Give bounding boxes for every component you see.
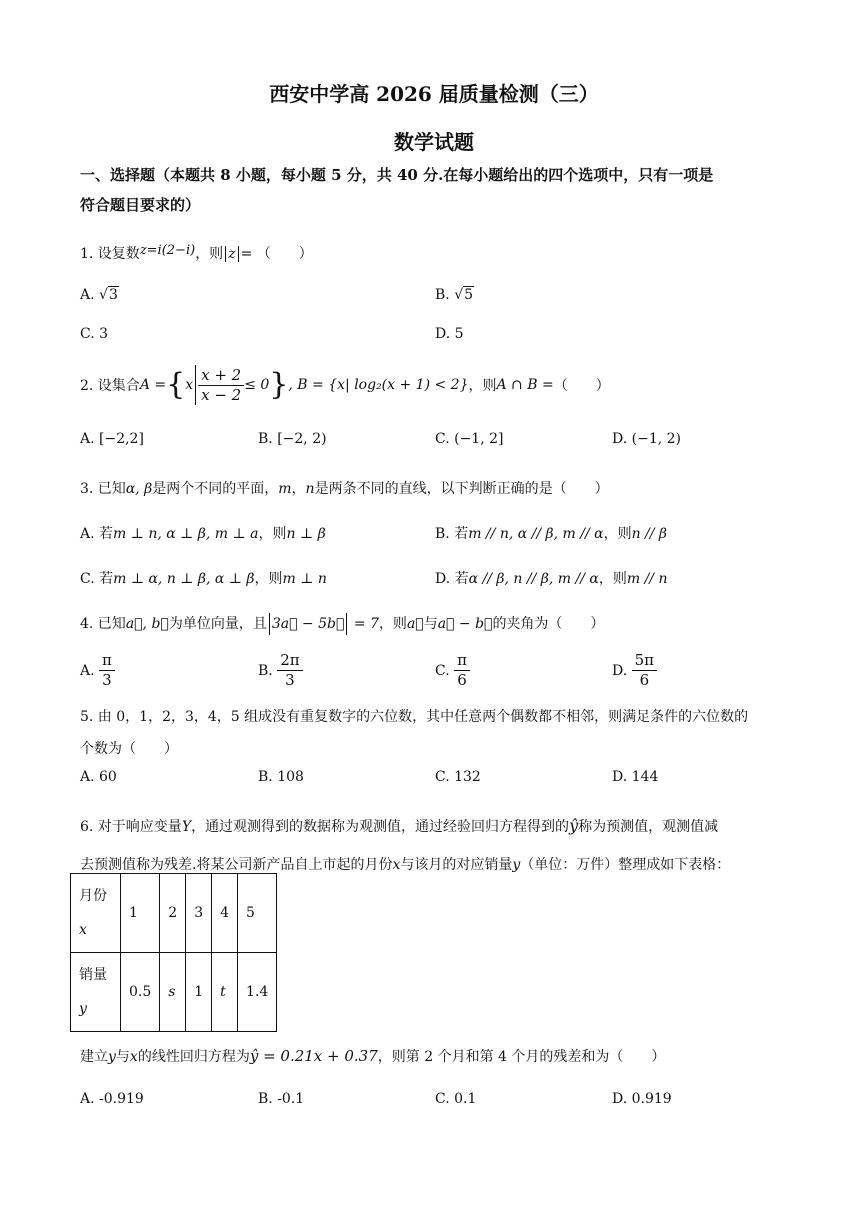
question-3-stem (80, 478, 800, 498)
q6-text: 与该月的对应销量 (400, 857, 513, 873)
q4-stem-c: ，则 (378, 616, 407, 632)
q5-option-b[interactable]: B. 108 (258, 769, 304, 785)
q4-option-d[interactable] (612, 651, 657, 690)
sqrt-symbol: √3 (99, 287, 118, 303)
option-prefix: C. 若 (80, 571, 114, 587)
q6-text: 与 (115, 1049, 130, 1065)
q4-stem-a: 4. 已知 (80, 616, 126, 632)
q3-stem-a: 3. 已知 (80, 481, 126, 497)
q6-text: 去预测值称为残差.将某公司新产品自上市起的月份 (80, 857, 393, 873)
q3-stem-c: ， (291, 481, 306, 497)
sqrt-radicand: 5 (464, 287, 474, 303)
table-cell: s (160, 953, 186, 1032)
table-cell: 0.5 (121, 953, 160, 1032)
q2-set-b: , B = {x| log₂(x + 1) < 2} (288, 377, 469, 393)
page-subtitle: 数学试题 (394, 130, 474, 154)
q6-text: 建立 (80, 1049, 108, 1065)
option-prefix: A. 若 (80, 526, 114, 542)
q4-option-c[interactable] (435, 651, 470, 690)
q2-set-a: A = (139, 377, 167, 393)
q2-option-a[interactable]: A. [−2,2] (80, 431, 144, 447)
q4-vec-a: a⃗ (406, 616, 424, 632)
option-fraction (632, 651, 657, 690)
option-math: α // β, n // β, m // α (468, 571, 599, 587)
option-mid: ，则 (254, 571, 283, 587)
q1-eq: = (240, 246, 253, 262)
table-cell: 4 (212, 874, 238, 953)
q3-stem-b: 是两个不同的平面， (152, 481, 279, 497)
q3-option-d[interactable] (435, 568, 667, 588)
question-6-followup (80, 1046, 800, 1066)
q6-var-y: Y (181, 819, 192, 835)
table-cell: 5 (238, 874, 277, 953)
q6-text: 的线性回归方程为 (137, 1049, 250, 1065)
option-math: m ⊥ α, n ⊥ β, α ⊥ β (113, 571, 255, 587)
q1-option-b[interactable] (435, 287, 474, 303)
option-label: D. (612, 662, 628, 679)
q4-option-a[interactable] (80, 651, 115, 690)
option-result: m // n (626, 571, 668, 587)
q6-yhat: ŷ (569, 816, 579, 835)
table-header-cell (71, 953, 121, 1032)
q3-planes: α, β (125, 481, 153, 497)
q4-option-b[interactable] (258, 651, 303, 690)
option-label: A. (80, 287, 95, 303)
q2-paren: （ ） (553, 378, 610, 394)
q6-regression-eq: ŷ = 0.21x + 0.37 (249, 1047, 378, 1065)
q4-abs-expr: 3a⃗ − 5b⃗ (271, 616, 345, 632)
q3-m: m (278, 481, 292, 497)
q1-option-c[interactable]: C. 3 (80, 326, 109, 342)
sqrt-symbol: √5 (454, 287, 474, 303)
table-cell: 1.4 (238, 953, 277, 1032)
option-fraction (454, 651, 470, 690)
question-4-stem (80, 613, 800, 635)
q4-stem-e: 的夹角为（ ） (492, 616, 605, 632)
q6-option-a[interactable]: A. -0.919 (80, 1091, 144, 1107)
table-cell: 1 (121, 874, 160, 953)
q6-text: 6. 对于响应变量 (80, 819, 182, 835)
option-mid: ，则 (258, 526, 287, 542)
q5-line2: 个数为（ ） (80, 741, 178, 757)
option-label: C. (435, 662, 450, 679)
fraction-denominator: x − 2 (201, 385, 242, 404)
sqrt-radicand: 3 (108, 287, 118, 303)
q4-vec-diff: a⃗ − b⃗ (437, 616, 493, 632)
q6-var: y (108, 1049, 116, 1065)
q2-suffix: ，则 (468, 378, 497, 394)
table-cell: 3 (186, 874, 212, 953)
option-label: B. (435, 287, 450, 303)
header-var: x (79, 922, 87, 938)
fraction-denominator: 3 (102, 671, 112, 689)
q2-fraction (198, 366, 244, 405)
option-fraction (277, 651, 302, 690)
q5-option-d[interactable]: D. 144 (612, 769, 659, 785)
option-math: m // n, α // β, m // α (468, 526, 604, 542)
q6-text: （单位：万件）整理成如下表格： (520, 857, 731, 873)
q3-option-c[interactable] (80, 568, 327, 588)
option-math: m ⊥ n, α ⊥ β, m ⊥ a (113, 526, 259, 542)
option-mid: ，则 (603, 526, 632, 542)
q6-text: ，通过观测得到的数据称为观测值，通过经验回归方程得到的 (191, 819, 570, 835)
q6-text: ，则第 2 个月和第 4 个月的残差和为（ ） (377, 1049, 666, 1065)
q6-option-c[interactable]: C. 0.1 (435, 1091, 477, 1107)
q2-intersection: A ∩ B = (496, 377, 554, 393)
q1-mid: ，则 (195, 246, 224, 262)
q2-x: x (185, 377, 194, 393)
option-label: B. (258, 662, 273, 679)
q1-prefix: 1. 设复数 (80, 246, 140, 262)
q1-option-d[interactable]: D. 5 (435, 326, 464, 342)
question-5-stem (80, 701, 800, 765)
page-title: 西安中学高 2026 届质量检测（三） (269, 82, 599, 106)
table-cell: 1 (186, 953, 212, 1032)
fraction-numerator: x + 2 (198, 366, 244, 386)
right-brace: } (269, 367, 289, 402)
option-result: n ⊥ β (286, 526, 326, 542)
option-prefix: D. 若 (435, 571, 469, 587)
option-prefix: B. 若 (435, 526, 469, 542)
option-result: m ⊥ n (282, 571, 327, 587)
question-1-stem (80, 243, 800, 263)
q4-stem-d: 与 (423, 616, 438, 632)
q3-stem-d: 是两条不同的直线，以下判断正确的是（ ） (314, 481, 609, 497)
table-cell: t (212, 953, 238, 1032)
table-header-cell (71, 874, 121, 953)
q4-vectors: a⃗, b⃗ (125, 616, 169, 632)
header-var: y (79, 1001, 87, 1017)
option-fraction (99, 651, 115, 690)
section-heading-line2: 符合题目要求的） (80, 196, 201, 214)
fraction-numerator: 2π (277, 651, 302, 671)
q1-paren: （ ） (256, 246, 313, 262)
q5-option-c[interactable]: C. 132 (435, 769, 481, 785)
section-heading (80, 160, 800, 220)
option-label: A. (80, 662, 95, 679)
q6-line1 (80, 807, 800, 846)
left-brace: { (166, 367, 186, 402)
q3-option-b[interactable] (435, 523, 667, 543)
q1-option-a[interactable] (80, 287, 119, 303)
q6-var-x: x (392, 857, 401, 873)
fraction-denominator: 3 (285, 671, 295, 689)
fraction-denominator: 6 (639, 671, 650, 689)
q6-text: 称为预测值，观测值减 (578, 819, 719, 835)
q6-option-b[interactable]: B. -0.1 (258, 1091, 305, 1107)
q6-option-d[interactable]: D. 0.919 (612, 1091, 672, 1107)
table-row (71, 953, 277, 1032)
table-row (71, 874, 277, 953)
section-heading-line1: 一、选择题（本题共 8 小题，每小题 5 分，共 40 分.在每小题给出的四个选项中，只有一项是 (80, 166, 714, 184)
abs-bar (225, 246, 226, 262)
q4-eq: = 7 (353, 616, 379, 632)
data-table (70, 873, 277, 1032)
fraction-denominator: 6 (457, 671, 467, 689)
abs-bar (269, 613, 270, 635)
q6-var-y-small: y (512, 857, 521, 873)
header-label: 月份 (79, 888, 107, 904)
abs-bar (346, 613, 347, 635)
q5-option-a[interactable]: A. 60 (80, 769, 117, 785)
q6-var: x (129, 1049, 138, 1065)
divider-bar (195, 365, 196, 405)
abs-bar (238, 246, 239, 262)
q2-option-d[interactable]: D. (−1, 2) (612, 431, 681, 447)
question-2-stem (80, 362, 800, 408)
q1-expr: z=i(2−i) (139, 243, 196, 258)
fraction-numerator: 5π (632, 651, 657, 671)
q1-abs: z (228, 246, 236, 262)
q2-option-c[interactable]: C. (−1, 2] (435, 431, 504, 447)
fraction-numerator: π (454, 651, 470, 671)
header-label: 销量 (79, 967, 107, 983)
fraction-numerator: π (99, 651, 115, 671)
q2-prefix: 2. 设集合 (80, 378, 140, 394)
q4-stem-b: 为单位向量，且 (168, 616, 267, 632)
q3-option-a[interactable] (80, 523, 326, 543)
q2-option-b[interactable]: B. [−2, 2) (258, 431, 327, 447)
option-result: n // β (631, 526, 668, 542)
option-mid: ，则 (598, 571, 627, 587)
q5-line1: 5. 由 0，1，2，3，4，5 组成没有重复数字的六位数，其中任意两个偶数都不相邻，则满足条件的六位数的 (80, 709, 749, 725)
q2-cond: ≤ 0 (244, 377, 270, 393)
table-cell: 2 (160, 874, 186, 953)
q3-n: n (305, 481, 315, 497)
